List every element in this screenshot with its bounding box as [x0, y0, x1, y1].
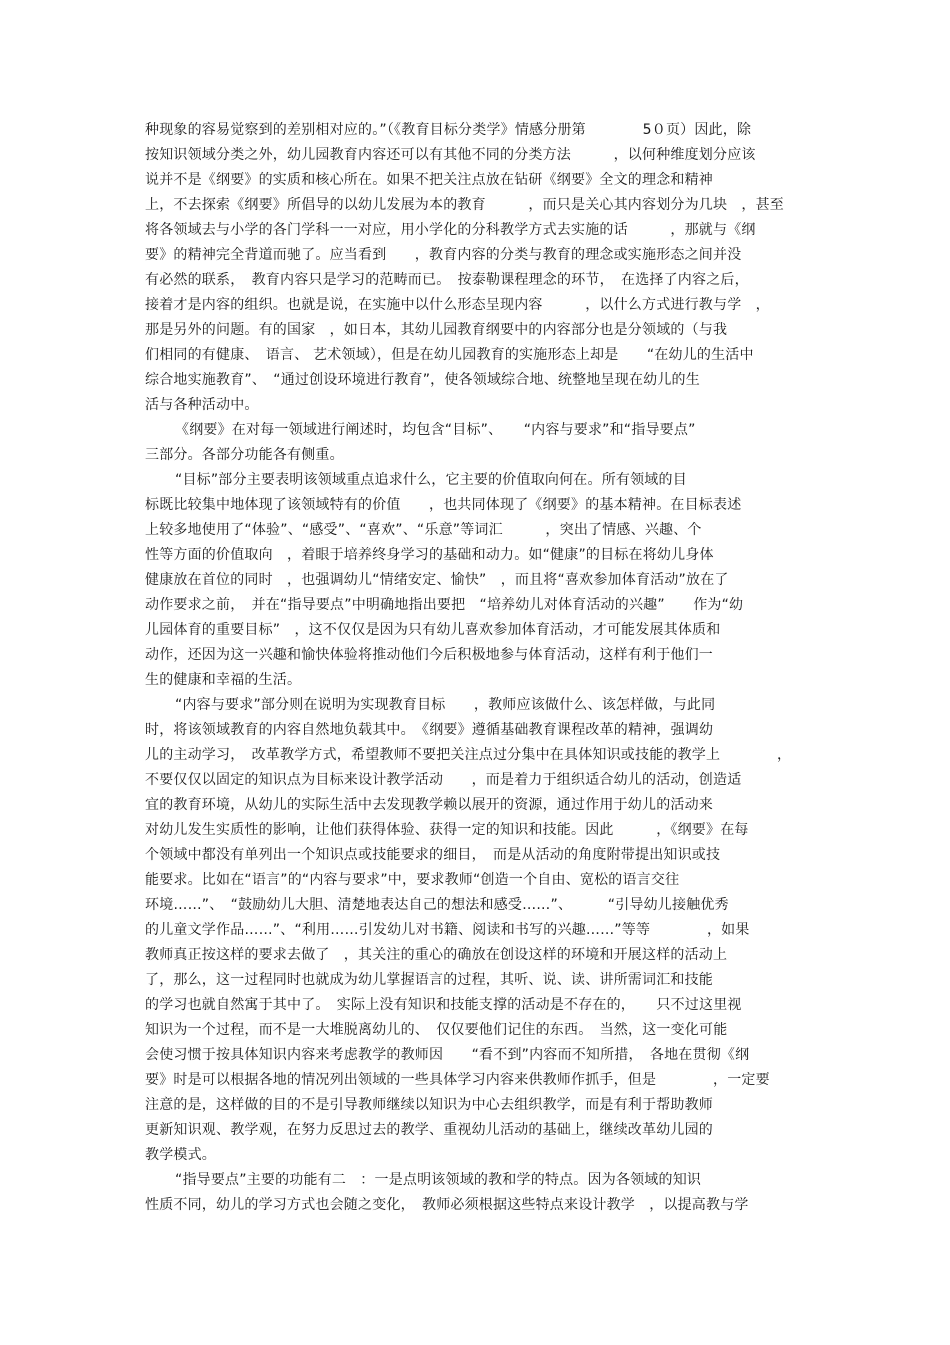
text-line: 了，那么，这一过程同时也就成为幼儿掌握语言的过程，其听、说、读、讲所需词汇和技能: [145, 972, 713, 988]
text-line: 上，不去探索《纲要》所倡导的以幼儿发展为本的教育 ，而只是关心其内容划分为几块 ，甚至: [145, 197, 784, 213]
text-line: 能要求。比如在“语言”的“内容与要求”中，要求教师“创造一个自由、宽松的语言交往: [145, 872, 680, 888]
text-line: 宜的教育环境，从幼儿的实际生活中去发现教学赖以展开的资源，通过作用于幼儿的活动来: [145, 797, 713, 813]
text-line: 环境……”、 “鼓励幼儿大胆、清楚地表达自己的想法和感受……”、 “引导幼儿接触优秀: [145, 897, 729, 913]
paragraph-first-line: “内容与要求”部分则在说明为实现教育目标 ，教师应该做什么、该怎样做，与此同: [175, 697, 716, 713]
text-line: 综合地实施教育”、 “通过创设环境进行教育”，使各领域综合地、统整地呈现在幼儿的生: [145, 372, 700, 388]
text-line: 上较多地使用了“体验”、“感受”、“喜欢”、“乐意”等词汇 ，突出了情感、兴趣、个: [145, 522, 702, 538]
text-line: 对幼儿发生实质性的影响，让他们获得体验、获得一定的知识和技能。因此 ，《纲要》在每: [145, 822, 749, 838]
text-line: 教师真正按这样的要求去做了 ，其关注的重心的确放在创设这样的环境和开展这样的活动上: [145, 947, 728, 963]
text-line: 的学习也就自然寓于其中了。 实际上没有知识和技能支撑的活动是不存在的， 只不过这里视: [145, 997, 742, 1013]
text-line: 时，将该领域教育的内容自然地负载其中。 《纲要》遵循基础教育课程改革的精神，强调幼: [145, 722, 714, 738]
text-line: 教学模式。: [145, 1147, 216, 1163]
text-line: 注意的是，这样做的目的不是引导教师继续以知识为中心去组织教学，而是有利于帮助教师: [145, 1097, 713, 1113]
paragraph-first-line: “目标”部分主要表明该领域重点追求什么，它主要的价值取向何在。所有领域的目: [175, 472, 687, 488]
text-line: 儿园体育的重要目标” ，这不仅仅是因为只有幼儿喜欢参加体育活动，才可能发展其体质和: [145, 622, 721, 638]
text-line: 们相同的有健康、 语言、 艺术领域），但是在幼儿园教育的实施形态上却是 “在幼儿的生活中: [145, 347, 754, 363]
paragraph-first-line: “指导要点”主要的功能有二 ：一是点明该领域的教和学的特点。因为各领域的知识: [175, 1172, 702, 1188]
text-line: 种现象的容易觉察到的差别相对应的。”（《教育目标分类学》情感分册第 5０页）因此，除: [145, 122, 752, 138]
text-line: 知识为一个过程，而不是一大堆脱离幼儿的、 仅仅要他们记住的东西。 当然，这一变化可能: [145, 1022, 728, 1038]
text-line: 动作要求之前， 并在“指导要点”中明确地指出要把 “培养幼儿对体育活动的兴趣” 作为“幼: [145, 597, 744, 613]
paragraph-first-line: 《纲要》在对每一领域进行阐述时，均包含“目标”、 “内容与要求”和“指导要点”: [175, 422, 696, 438]
text-line: 动作，还因为这一兴趣和愉快体验将推动他们今后积极地参与体育活动，这样有利于他们一: [145, 647, 713, 663]
text-line: 标既比较集中地体现了该领域特有的价值 ，也共同体现了《纲要》的基本精神。在目标表述: [145, 497, 742, 513]
text-line: 生的健康和幸福的生活。: [145, 672, 302, 688]
text-line: 更新知识观、教学观，在努力反思过去的教学、重视幼儿活动的基础上，继续改革幼儿园的: [145, 1122, 713, 1138]
text-line: 性等方面的价值取向 ，着眼于培养终身学习的基础和动力。如“健康”的目标在将幼儿身体: [145, 547, 714, 563]
text-line: 活与各种活动中。: [145, 397, 259, 413]
text-line: 那是另外的问题。有的国家 ，如日本，其幼儿园教育纲要中的内容部分也是分领域的（与我: [145, 322, 728, 338]
text-line: 接着才是内容的组织。也就是说，在实施中以什么形态呈现内容 ，以什么方式进行教与学 ，: [145, 297, 770, 313]
text-line: 不要仅仅以固定的知识点为目标来设计教学活动 ，而是着力于组织适合幼儿的活动，创造适: [145, 772, 742, 788]
text-line: 个领域中都没有单列出一个知识点或技能要求的细目， 而是从活动的角度附带提出知识或技: [145, 847, 721, 863]
text-line: 三部分。各部分功能各有侧重。: [145, 447, 344, 463]
text-line: 要》时是可以根据各地的情况列出领域的一些具体学习内容来供教师作抓手，但是 ，一定要: [145, 1072, 770, 1088]
text-line: 有必然的联系， 教育内容只是学习的范畴而已。 按泰勒课程理念的环节， 在选择了内容之后，: [145, 272, 749, 288]
text-line: 的儿童文学作品……”、“利用……引发幼儿对书籍、阅读和书写的兴趣……”等等 ，如果: [145, 922, 750, 938]
text-line: 要》的精神完全背道而驰了。应当看到 ，教育内容的分类与教育的理念或实施形态之间并没: [145, 247, 742, 263]
text-line: 将各领域去与小学的各门学科一一对应，用小学化的分科教学方式去实施的话 ，那就与《纲: [145, 222, 756, 238]
text-line: 健康放在首位的同时 ，也强调幼儿“情绪安定、愉快” ，而且将“喜欢参加体育活动”放在了: [145, 572, 729, 588]
text-line: 性质不同，幼儿的学习方式也会随之变化， 教师必须根据这些特点来设计教学 ，以提高教与学: [145, 1197, 749, 1213]
text-line: 会使习惯于按具体知识内容来考虑教学的教师因 “看不到”内容而不知所措， 各地在贯彻《纲: [145, 1047, 750, 1063]
text-line: 按知识领域分类之外，幼儿园教育内容还可以有其他不同的分类方法 ，以何种维度划分应该: [145, 147, 756, 163]
text-line: 说并不是《纲要》的实质和核心所在。如果不把关注点放在钻研《纲要》全文的理念和精神: [145, 172, 713, 188]
text-line: 儿的主动学习， 改革教学方式，希望教师不要把关注点过分集中在具体知识或技能的教学上 ，: [145, 747, 792, 763]
